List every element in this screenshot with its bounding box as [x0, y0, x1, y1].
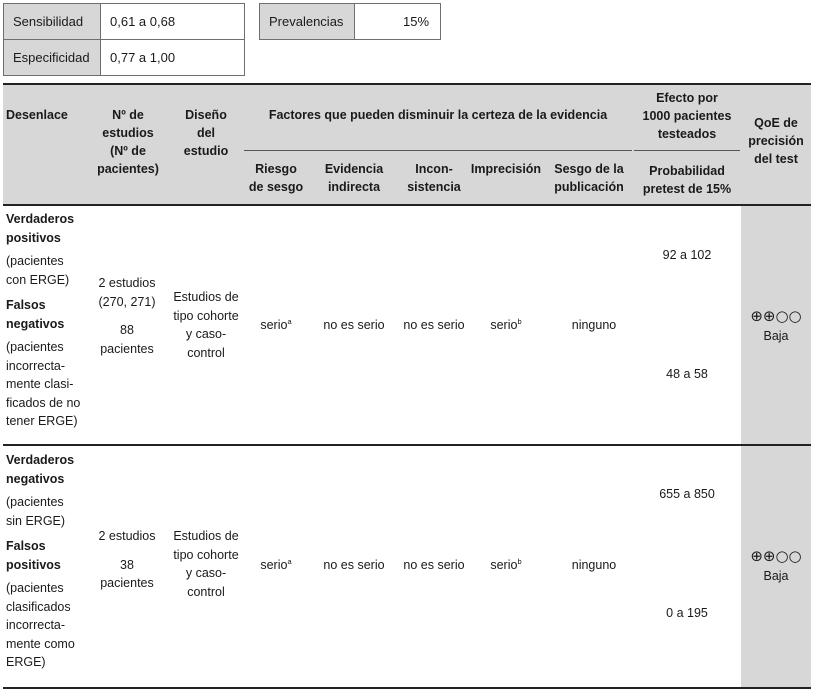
outcome-desc-line: mente como [6, 636, 75, 651]
qoe-rating-icon: ⊕⊕○○ [750, 307, 802, 325]
outcome-description [6, 252, 86, 289]
sensibilidad-box [3, 3, 245, 40]
outcome-title-line: Verdaderos [6, 212, 75, 226]
outcome-desc-line: ERGE) [6, 655, 46, 669]
header-inconsistencia-line: sistencia [407, 180, 461, 194]
qoe-column-bg [741, 204, 811, 688]
header-sesgo-publicacion [546, 160, 632, 196]
riesgo-value: serio [260, 558, 288, 572]
outcome-desc-line: ficados de no [6, 395, 81, 410]
qoe-rating-icon: ⊕⊕○○ [750, 547, 802, 565]
row-2-estudios [86, 527, 168, 593]
estudios-line: 2 estudios [98, 529, 156, 543]
table-row-2-outcomes [6, 451, 86, 672]
row-1-indirecta: no es serio [323, 318, 385, 332]
header-evidencia-line: indirecta [327, 180, 381, 194]
outcome-title [6, 210, 86, 247]
header-efecto-line: testeados [657, 127, 717, 141]
header-sub-rule [244, 150, 632, 151]
outcome-desc-line: mente clasi- [6, 377, 74, 391]
header-qoe-line: QoE de [754, 116, 798, 130]
row-1-inconsistencia: no es serio [403, 318, 465, 332]
pacientes-count: 88 [120, 323, 134, 337]
sensibilidad-label: Sensibilidad [4, 4, 101, 39]
table-bottom-rule [3, 687, 811, 689]
header-diseno [170, 106, 242, 160]
header-probabilidad [634, 162, 740, 198]
header-probabilidad-line: pretest de 15% [642, 182, 732, 196]
sensibilidad-value: 0,61 a 0,68 [110, 14, 176, 29]
diseno-line: y caso- [185, 327, 227, 341]
outcome-desc-line: con ERGE) [6, 272, 70, 287]
outcome-desc-line: incorrecta- [6, 618, 66, 632]
especificidad-value: 0,77 a 1,00 [110, 50, 176, 65]
row-1-estudios [86, 274, 168, 358]
row-1-sesgo: ninguno [571, 318, 617, 332]
outcome-description [6, 579, 86, 672]
outcome-title-line: Falsos [6, 539, 46, 553]
header-efecto [634, 89, 740, 143]
header-inconsistencia-line: Incon- [415, 162, 453, 176]
row-2-diseno [168, 527, 244, 601]
qoe-label: Baja [763, 329, 789, 343]
header-sub-rule-effect [634, 150, 740, 151]
row-2-qoe [741, 546, 811, 586]
pacientes-label: pacientes [100, 341, 154, 356]
header-efecto-line: 1000 pacientes [642, 109, 732, 123]
especificidad-label: Especificidad [4, 40, 101, 75]
outcome-title [6, 537, 86, 574]
especificidad-box [3, 39, 245, 76]
outcome-title [6, 296, 86, 333]
estudios-line: 2 estudios [98, 276, 156, 290]
diseno-line: Estudios de [173, 290, 239, 304]
outcome-title-line: positivos [6, 557, 61, 572]
row-2-inconsistencia: no es serio [403, 558, 465, 572]
outcome-desc-line: (pacientes [6, 340, 64, 354]
header-probabilidad-line: Probabilidad [649, 164, 725, 178]
outcome-description [6, 493, 86, 530]
qoe-label: Baja [763, 569, 789, 583]
outcome-desc-line: (pacientes [6, 495, 64, 509]
footnote-marker: b [517, 316, 522, 326]
row-2-efecto-2: 0 a 195 [666, 606, 708, 620]
header-imprecision: Imprecisión [470, 162, 542, 176]
header-sesgo-line: Sesgo de la [554, 162, 624, 176]
header-qoe-line: precisión [748, 134, 804, 148]
outcome-desc-line: tener ERGE) [6, 414, 78, 428]
outcome-title [6, 451, 86, 488]
footnote-marker: a [287, 316, 292, 326]
diseno-line: control [187, 584, 225, 599]
outcome-title-line: negativos [6, 316, 65, 331]
header-riesgo-line: Riesgo [255, 162, 297, 176]
row-1-efecto-1: 92 a 102 [662, 248, 712, 262]
estudios-line: (270, 271) [98, 294, 156, 309]
imprecision-value: serio [490, 558, 518, 572]
header-bottom-rule [3, 204, 811, 206]
prevalencias-value: 15% [403, 14, 430, 29]
outcome-description [6, 338, 86, 431]
header-qoe-line: del test [754, 152, 798, 166]
row-1-imprecision [468, 316, 544, 335]
riesgo-value: serio [260, 318, 288, 332]
imprecision-value: serio [490, 318, 518, 332]
row-1-riesgo [244, 316, 308, 335]
row-1-qoe [741, 306, 811, 346]
header-n-estudios-line: estudios [102, 126, 154, 140]
diseno-line: Estudios de [173, 529, 239, 543]
table-row-1-outcomes [6, 210, 86, 431]
outcome-desc-line: clasificados [6, 599, 71, 614]
row-separator-rule [3, 444, 811, 446]
header-diseno-line: Diseño [185, 108, 227, 122]
footnote-marker: a [287, 556, 292, 566]
diseno-line: tipo cohorte [173, 308, 239, 323]
header-inconsistencia [398, 160, 470, 196]
diseno-line: tipo cohorte [173, 547, 239, 562]
header-efecto-line: Efecto por [656, 91, 718, 105]
outcome-title-line: negativos [6, 471, 65, 486]
header-factores: Factores que pueden disminuir la certeza de la evidencia [268, 108, 608, 122]
header-riesgo [244, 160, 308, 196]
outcome-desc-line: incorrecta- [6, 358, 66, 373]
row-2-imprecision [468, 556, 544, 575]
prevalencias-label: Prevalencias [260, 4, 355, 39]
header-riesgo-line: de sesgo [248, 180, 304, 194]
footnote-marker: b [517, 556, 522, 566]
header-n-estudios [88, 106, 168, 178]
header-n-estudios-line: Nº de [112, 108, 144, 122]
header-n-estudios-line: pacientes) [97, 162, 159, 176]
row-2-indirecta: no es serio [323, 558, 385, 572]
pacientes-label: pacientes [100, 576, 154, 590]
outcome-title-line: Verdaderos [6, 453, 75, 467]
row-2-sesgo: ninguno [571, 558, 617, 572]
outcome-title-line: positivos [6, 230, 61, 245]
outcome-title-line: Falsos [6, 298, 46, 312]
outcome-desc-line: (pacientes [6, 254, 64, 268]
row-2-efecto-1: 655 a 850 [659, 487, 715, 501]
row-1-efecto-2: 48 a 58 [666, 367, 708, 381]
header-sesgo-line: publicación [554, 180, 624, 194]
pacientes-count: 38 [120, 557, 134, 572]
diseno-line: control [187, 345, 225, 360]
outcome-desc-line: (pacientes [6, 581, 64, 595]
header-evidencia-line: Evidencia [324, 162, 384, 176]
table-top-rule [3, 83, 811, 85]
diseno-line: y caso- [185, 566, 227, 580]
header-n-estudios-line: (Nº de [110, 144, 146, 158]
header-qoe [741, 114, 811, 168]
outcome-desc-line: sin ERGE) [6, 513, 66, 528]
header-diseno-line: del [196, 126, 216, 140]
header-diseno-line: estudio [183, 144, 229, 158]
header-evidencia [310, 160, 398, 196]
header-desenlace: Desenlace [6, 108, 68, 122]
row-1-diseno [168, 288, 244, 362]
prevalencias-box [259, 3, 441, 40]
row-2-riesgo [244, 556, 308, 575]
